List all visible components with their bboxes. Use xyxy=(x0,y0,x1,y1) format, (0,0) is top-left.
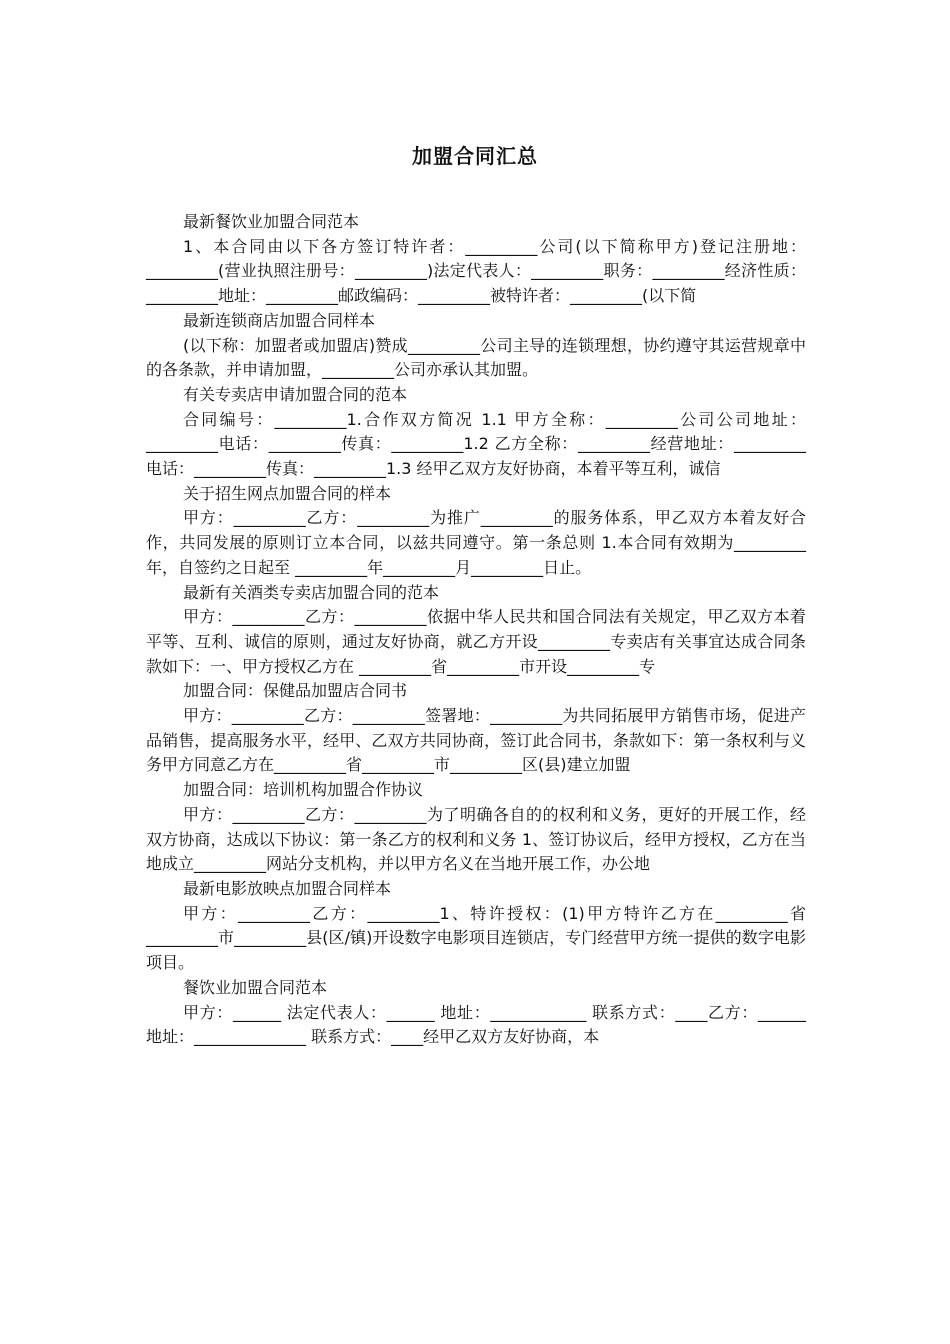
section xyxy=(146,210,806,309)
section-paragraph: 甲方：_________乙方：_________为了明确各自的的权利和义务，更好的开展工作，经双方协商，达成以下协议：第一条乙方的权利和义务 1、签订协议后，经甲方授权，乙方在当地成立_________网站分支机构，并以甲方名义在当地开展工作，办公地 xyxy=(146,804,806,874)
section-paragraph: 合同编号：_________1.合作双方简况 1.1 甲方全称：_________公司公司地址：_________电话：_________传真：_________1.2 乙方全称：_________经营地址：_________电话：_________传真：_________1.3 经甲乙双方友好协商，本着平等互利，诚信 xyxy=(146,409,806,479)
section-heading: 餐饮业加盟合同范本 xyxy=(183,977,328,997)
section xyxy=(146,581,806,680)
section-paragraph: 甲方：______ 法定代表人：______ 地址：____________ 联系方式：____乙方：______ 地址：______________ 联系方式：____经甲乙双方友好协商，本 xyxy=(146,1002,806,1047)
document-body xyxy=(146,210,806,1050)
section-heading: 加盟合同：培训机构加盟合作协议 xyxy=(183,780,424,800)
section-heading: 最新连锁商店加盟合同样本 xyxy=(183,310,376,330)
section-heading: 加盟合同：保健品加盟店合同书 xyxy=(183,681,408,701)
document-title: 加盟合同汇总 xyxy=(412,144,538,168)
section-heading: 最新有关酒类专卖店加盟合同的范本 xyxy=(183,582,440,602)
section-paragraph: (以下称：加盟者或加盟店)赞成_________公司主导的连锁理想，协约遵守其运营规章中的各条款，并申请加盟，_________公司亦承认其加盟。 xyxy=(146,335,806,380)
section-paragraph: 甲方：_________乙方：_________依据中华人民共和国合同法有关规定，甲乙双方本着平等、互利、诚信的原则，通过友好协商，就乙方开设_________专卖店有关事宜达成合同条款如下：一、甲方授权乙方在 _________省_________市开设_________专 xyxy=(146,607,806,676)
section xyxy=(146,778,806,877)
section xyxy=(146,976,806,1050)
section-paragraph: 甲方：_________乙方：_________1、特许授权：(1)甲方特许乙方在_________省_________市_________县(区/镇)开设数字电影项目连锁店，专门经营甲方统一提供的数字电影项目。 xyxy=(146,903,806,973)
section-paragraph: 甲方：_________乙方：_________为推广_________的服务体系，甲乙双方本着友好合作，共同发展的原则订立本合同，以兹共同遵守。第一条总则 1.本合同有效期为_________年，自签约之日起至 _________年_________月_________日止。 xyxy=(146,508,806,577)
section-heading: 最新餐饮业加盟合同范本 xyxy=(183,212,360,231)
section xyxy=(146,309,806,383)
section-paragraph: 1、本合同由以下各方签订特许者：_________公司(以下简称甲方)登记注册地：_________(营业执照注册号：_________)法定代表人：_________职务：_________经济性质：_________地址：_________邮政编码：_________被特许者：_________(以下简 xyxy=(146,236,806,306)
section xyxy=(146,482,806,581)
section xyxy=(146,877,806,976)
section-heading: 有关专卖店申请加盟合同的范本 xyxy=(183,384,408,404)
section-paragraph: 甲方：_________乙方：_________签署地：_________为共同拓展甲方销售市场，促进产品销售，提高服务水平，经甲、乙双方共同协商，签订此合同书，条款如下：第一条权利与义务甲方同意乙方在_________省_________市_________区(县)建立加盟 xyxy=(146,706,806,775)
section-heading: 最新电影放映点加盟合同样本 xyxy=(183,878,392,898)
section xyxy=(146,383,806,482)
section xyxy=(146,679,806,778)
section-heading: 关于招生网点加盟合同的样本 xyxy=(183,483,392,503)
